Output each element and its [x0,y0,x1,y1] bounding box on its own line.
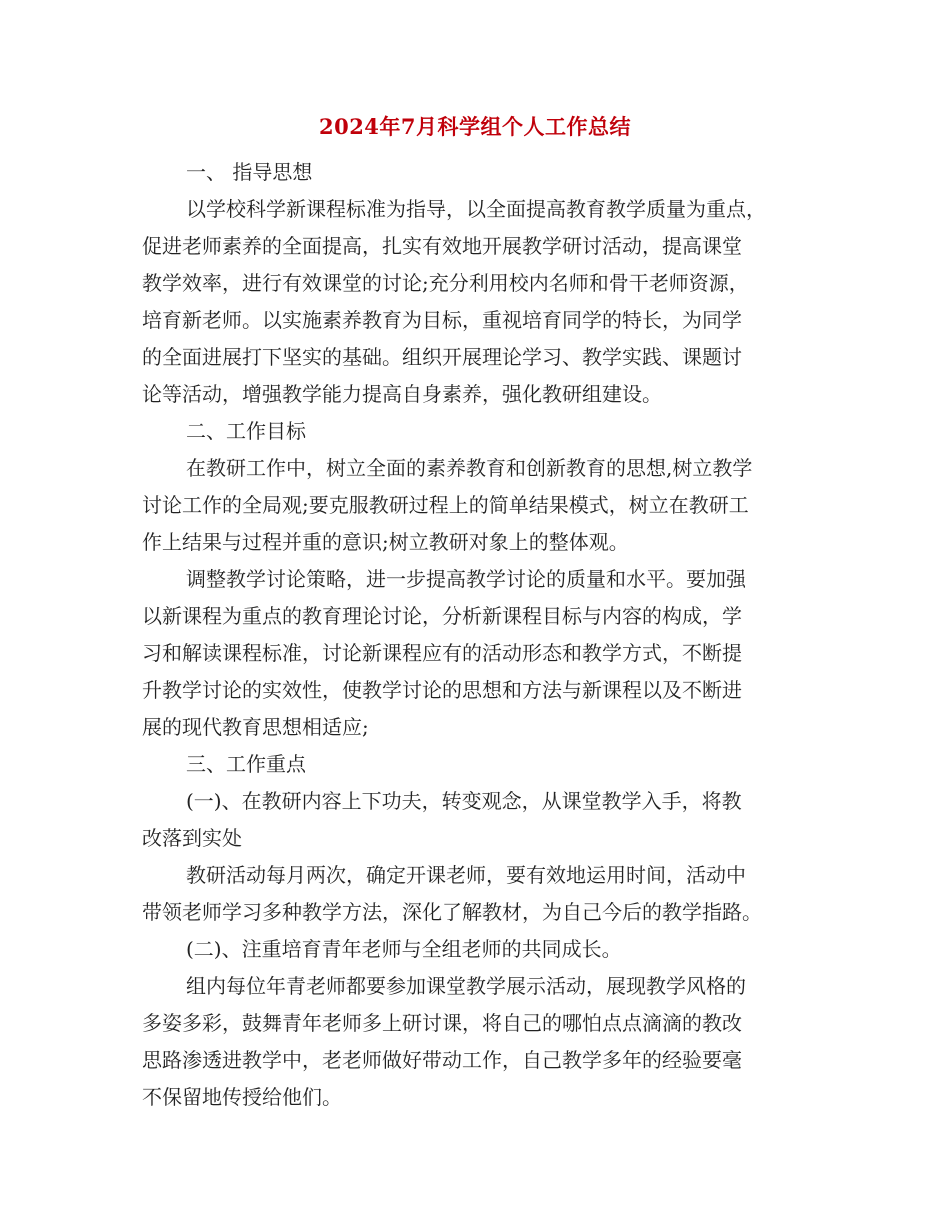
document-page [142,108,808,1116]
text-line: 教学效率，进行有效课堂的讨论;充分利用校内名师和骨干老师资源， [142,271,749,295]
text-line: 在教研工作中，树立全面的素养教育和创新教育的思想,树立教学 [186,456,753,480]
text-line: 改落到实处 [142,826,242,850]
text-line: 以新课程为重点的教育理论讨论，分析新课程目标与内容的构成，学 [142,604,742,628]
text-line: 的全面进展打下坚实的基础。组织开展理论学习、教学实践、课题讨 [142,345,742,369]
text-line: 多姿多彩，鼓舞青年老师多上研讨课，将自己的哪怕点点滴滴的教改 [142,1011,742,1035]
text-line: 升教学讨论的实效性，使教学讨论的思想和方法与新课程以及不断进 [142,678,742,702]
text-line: 培育新老师。以实施素养教育为目标，重视培育同学的特长，为同学 [142,308,742,332]
text-line: 促进老师素养的全面提高，扎实有效地开展教学研讨活动，提高课堂 [142,234,742,258]
text-line: 讨论工作的全局观;要克服教研过程上的简单结果模式，树立在教研工 [142,493,749,517]
text-line: 以学校科学新课程标准为指导，以全面提高教育教学质量为重点， [186,197,766,221]
text-line: (二)、注重培育青年老师与全组老师的共同成长。 [186,937,622,961]
document-body [142,154,808,1116]
text-line: 一、 指导思想 [186,160,313,184]
text-line: 带领老师学习多种教学方法，深化了解教材，为自己今后的教学指路。 [142,900,762,924]
text-line: 论等活动，增强教学能力提高自身素养，强化教研组建设。 [142,382,662,406]
text-line: 教研活动每月两次，确定开课老师，要有效地运用时间，活动中 [186,863,746,887]
text-line: 习和解读课程标准，讨论新课程应有的活动形态和教学方式，不断提 [142,641,742,665]
text-line: 展的现代教育思想相适应; [142,715,369,739]
text-line: 不保留地传授给他们。 [142,1085,342,1109]
text-line: 二、工作目标 [186,419,306,443]
text-line: (一)、在教研内容上下功夫，转变观念，从课堂教学入手，将教 [186,789,742,813]
text-line: 作上结果与过程并重的意识;树立教研对象上的整体观。 [142,530,629,554]
text-line: 调整教学讨论策略，进一步提高教学讨论的质量和水平。要加强 [186,567,746,591]
text-line: 思路渗透进教学中，老老师做好带动工作，自己教学多年的经验要毫 [142,1048,742,1072]
document-title: 2024年7月科学组个人工作总结 [318,114,632,139]
text-line: 三、工作重点 [186,752,306,776]
text-line: 组内每位年青老师都要参加课堂教学展示活动，展现教学风格的 [186,974,746,998]
